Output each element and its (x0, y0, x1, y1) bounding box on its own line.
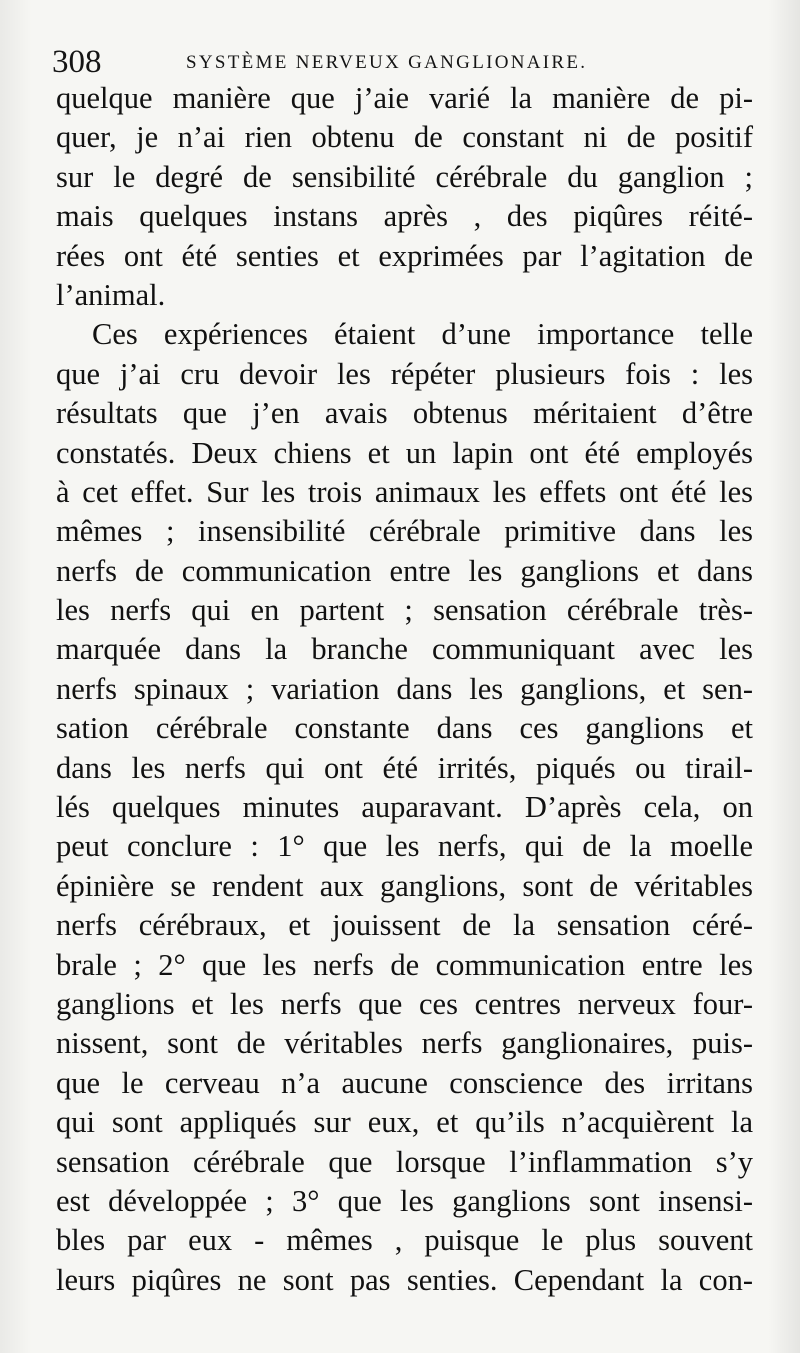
text-line: résultats que j’en avais obtenus méritaient d’être (56, 396, 753, 431)
text-line: nerfs cérébraux, et jouissent de la sensation céré- (56, 908, 753, 943)
text-line: à cet effet. Sur les trois animaux les effets ont été les (56, 474, 753, 509)
text-line: rées ont été senties et exprimées par l’agitation de (56, 238, 753, 273)
text-line: bles par eux - mêmes , puisque le plus souvent (56, 1223, 753, 1258)
running-title: SYSTÈME NERVEUX GANGLIONAIRE. (186, 52, 588, 73)
text-line: lés quelques minutes auparavant. D’après cela, on (56, 790, 753, 825)
running-head (52, 42, 752, 82)
text-line: peut conclure : 1° que les nerfs, qui de la moelle (56, 829, 753, 864)
text-line: Ces expériences étaient d’une importance telle (92, 317, 753, 352)
text-line: nerfs de communication entre les ganglions et dans (56, 553, 753, 588)
text-line: quer, je n’ai rien obtenu de constant ni de positif (56, 120, 753, 155)
text-line: marquée dans la branche communiquant avec les (56, 632, 753, 667)
text-line: quelque manière que j’aie varié la manière de pi- (56, 81, 753, 115)
text-line: qui sont appliqués sur eux, et qu’ils n’acquièrent la (56, 1105, 753, 1140)
text-line: mais quelques instans après , des piqûres réité- (56, 199, 753, 234)
text-line: épinière se rendent aux ganglions, sont de véritables (56, 868, 753, 903)
text-line: sensation cérébrale que lorsque l’inflammation s’y (56, 1144, 753, 1179)
text-line: que j’ai cru devoir les répéter plusieurs fois : les (56, 356, 753, 391)
text-line: les nerfs qui en partent ; sensation cérébrale très- (56, 593, 753, 628)
page-number: 308 (52, 44, 102, 80)
body-text (56, 79, 753, 1300)
text-line: l’animal. (56, 277, 166, 312)
text-line: est développée ; 3° que les ganglions sont insensi- (56, 1183, 753, 1218)
text-line: nerfs spinaux ; variation dans les ganglions, et sen- (56, 671, 753, 706)
text-line: mêmes ; insensibilité cérébrale primitive dans les (56, 514, 753, 549)
text-line: brale ; 2° que les nerfs de communication entre les (56, 947, 753, 982)
text-line: sur le degré de sensibilité cérébrale du ganglion ; (56, 159, 753, 194)
text-line: nissent, sont de véritables nerfs ganglionaires, puis- (56, 1026, 753, 1061)
text-line: ganglions et les nerfs que ces centres nerveux four- (56, 986, 753, 1021)
text-line: dans les nerfs qui ont été irrités, piqués ou tirail- (56, 750, 753, 785)
text-line: sation cérébrale constante dans ces ganglions et (56, 711, 753, 746)
text-line: constatés. Deux chiens et un lapin ont été employés (56, 435, 753, 470)
text-line: que le cerveau n’a aucune conscience des irritans (56, 1065, 753, 1100)
text-line: leurs piqûres ne sont pas senties. Cependant la con- (56, 1262, 753, 1297)
